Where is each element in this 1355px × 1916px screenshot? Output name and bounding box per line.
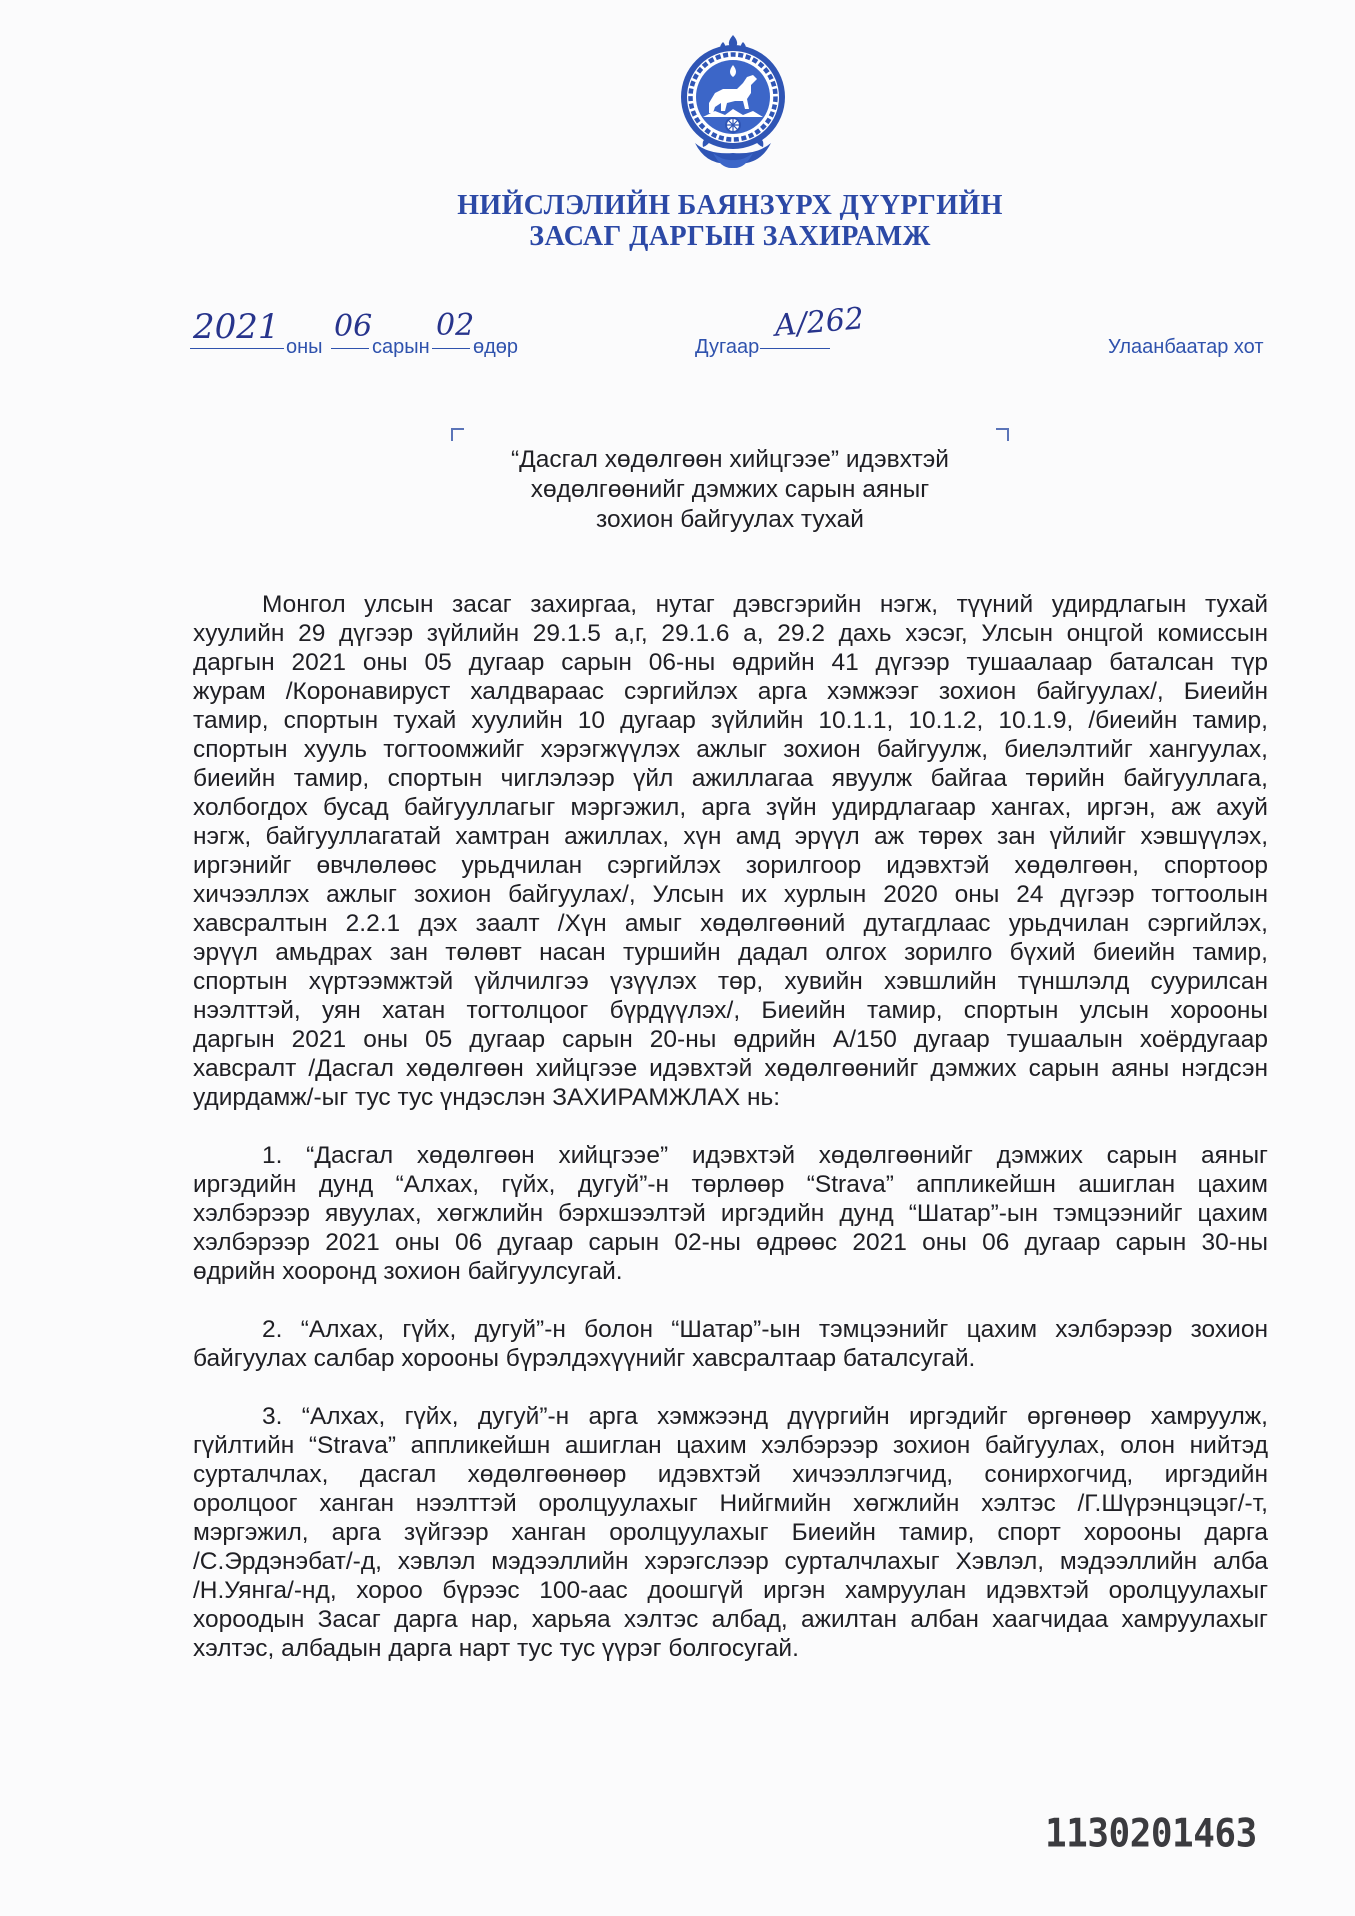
- date-month-label: сарын: [372, 336, 430, 358]
- body-line: байгуулах салбар хорооны бүрэлдэхүүнийг хавсралтаар баталсугай.: [193, 1345, 976, 1372]
- body-line: даргын 2021 оны 05 дугаар сарын 20-ны өдрийн А/150 дугаар тушаалын хоёрдугаар: [193, 1026, 1268, 1053]
- body-line: оролцоог ханган нээлттэй оролцуулахыг Нийгмийн хөгжлийн хэлтэс /Г.Шүрэнцэцэг/-т,: [193, 1490, 1268, 1517]
- body-line: мэргэжил, арга зүйгээр ханган оролцуулахыг Биеийн тамир, спорт хорооны дарга: [193, 1519, 1268, 1546]
- body-line: өдрийн хооронд зохион байгуулсугай.: [193, 1258, 623, 1285]
- body-line: даргын 2021 оны 05 дугаар сарын 06-ны өдрийн 41 дүгээр тушаалаар баталсан түр: [193, 649, 1268, 676]
- number-label: Дугаар: [695, 336, 760, 358]
- body-line: тамир, спортын тухай хуулийн 10 дугаар зүйлийн 10.1.1, 10.1.2, 10.1.9, /биеийн тамир,: [193, 707, 1268, 734]
- body-line: 3. “Алхах, гүйх, дугуй”-н арга хэмжээнд дүүргийн иргэдийг өргөнөөр хамруулж,: [262, 1403, 1268, 1430]
- body-line: сурталчлах, дасгал хөдөлгөөнөөр идэвхтэй хичээллэгчид, сонирхогчид, иргэдийн: [193, 1461, 1268, 1488]
- place-label: Улаанбаатар хот: [1108, 336, 1264, 358]
- body-paragraph: [193, 590, 1268, 1112]
- body-line: Монгол улсын засаг захиргаа, нутаг дэвсгэрийн нэгж, түүний удирдлагын тухай: [262, 591, 1268, 618]
- body-paragraph: [193, 1402, 1268, 1663]
- title-bracket-right: [996, 428, 1009, 441]
- body-line: гүйлтийн “Strava” аппликейшн ашиглан цахим хэлбэрээр зохион байгуулах, олон нийтэд: [193, 1432, 1268, 1459]
- header-document-type: ЗАСАГ ДАРГЫН ЗАХИРАМЖ: [529, 221, 931, 252]
- date-day-underline: [432, 348, 470, 349]
- body-line: хэлтэс, албадын дарга нарт тус тус үүрэг болгосугай.: [193, 1635, 799, 1662]
- state-emblem-icon: [673, 35, 793, 170]
- body-line: /Н.Уянга/-нд, хороо бүрээс 100-аас доошгүй иргэн хамруулан идэвхтэй оролцуулахыг: [193, 1577, 1268, 1604]
- body-line: журам /Коронавируст халдвараас сэргийлэх арга хэмжээг зохион байгуулах/, Биеийн: [193, 678, 1268, 705]
- number-underline: [760, 348, 830, 349]
- registration-stamp-number: 1130201463: [1045, 1811, 1257, 1857]
- body-line: хичээллэх ажлыг зохион байгуулах/, Улсын их хурлын 2020 оны 24 дүгээр тогтоолын: [193, 881, 1268, 908]
- decree-body: [193, 590, 1268, 1692]
- body-paragraph: [193, 1141, 1268, 1286]
- body-line: 2. “Алхах, гүйх, дугуй”-н болон “Шатар”-ын тэмцээнийг цахим хэлбэрээр зохион: [262, 1316, 1268, 1343]
- decree-title: [452, 445, 1008, 535]
- body-line: иргэнийг өвчлөлөөс урьдчилан сэргийлэх зорилгоор идэвхтэй хөдөлгөөн, спортоор: [193, 852, 1268, 879]
- date-year-label: оны: [286, 336, 323, 358]
- body-line: холбогдох бусад байгууллагыг мэргэжил, арга зүйн удирдлагаар хангах, иргэн, аж ахуй: [193, 794, 1268, 821]
- date-day-label: өдөр: [473, 336, 519, 358]
- date-month-handwritten: 06: [334, 309, 373, 344]
- body-line: /С.Эрдэнэбат/-д, хэвлэл мэдээллийн хэрэгслээр сурталчлахыг Хэвлэл, мэдээллийн алба: [193, 1548, 1268, 1575]
- body-line: биеийн тамир, спортын чиглэлээр үйл ажиллагаа явуулж байгаа төрийн байгууллага,: [193, 765, 1268, 792]
- date-day-handwritten: 02: [436, 308, 475, 343]
- body-line: иргэдийн дунд “Алхах, гүйх, дугуй”-н төрлөөр “Strava” аппликейшн ашиглан цахим: [193, 1171, 1268, 1198]
- body-line: хороодын Засаг дарга нар, харьяа хэлтэс албад, ажилтан албан хаагчидаа хамруулахыг: [193, 1606, 1268, 1633]
- date-year-handwritten: 2021: [193, 307, 280, 347]
- document-header: [330, 190, 1130, 252]
- body-line: хэлбэрээр 2021 оны 06 дугаар сарын 02-ны өдрөөс 2021 оны 06 дугаар сарын 30-ны: [193, 1229, 1268, 1256]
- header-organization: НИЙСЛЭЛИЙН БАЯНЗҮРХ ДҮҮРГИЙН: [457, 190, 1003, 221]
- title-line: хөдөлгөөнийг дэмжих сарын аяныг: [530, 476, 930, 503]
- body-line: хуулийн 29 дүгээр зүйлийн 29.1.5 а,г, 29.1.6 а, 29.2 дахь хэсэг, Улсын онцгой комиссын: [193, 620, 1268, 647]
- body-line: хавсралтын 2.2.1 дэх заалт /Хүн амыг хөдөлгөөний дутагдлаас урьдчилан сэргийлэх,: [193, 910, 1268, 937]
- number-handwritten: А/262: [772, 301, 866, 344]
- body-line: спортын хүртээмжтэй үйлчилгээ үзүүлэх төр, хувийн хэвшлийн түншлэлд суурилсан: [193, 968, 1268, 995]
- body-line: хэлбэрээр явуулах, хөгжлийн бэрхшээлтэй иргэдийн дунд “Шатар”-ын тэмцээнийг цахим: [193, 1200, 1268, 1227]
- body-line: эрүүл амьдрах зан төлөвт насан туршийн дадал олгох зорилго бүхий биеийн тамир,: [193, 939, 1268, 966]
- title-line: “Дасгал хөдөлгөөн хийцгээе” идэвхтэй: [511, 446, 949, 473]
- title-line: зохион байгуулах тухай: [596, 506, 864, 533]
- body-line: хавсралт /Дасгал хөдөлгөөн хийцгээе идэвхтэй хөдөлгөөнийг дэмжих сарын аяны нэгдсэн: [193, 1055, 1268, 1082]
- body-paragraph: [193, 1315, 1268, 1373]
- date-year-underline: [190, 348, 284, 349]
- body-line: удирдамж/-ыг тус тус үндэслэн ЗАХИРАМЖЛАХ нь:: [193, 1084, 781, 1111]
- body-line: спортын хууль тогтоомжийг хэрэгжүүлэх ажлыг зохион байгуулж, биелэлтийг хангуулах,: [193, 736, 1268, 763]
- body-line: 1. “Дасгал хөдөлгөөн хийцгээе” идэвхтэй хөдөлгөөнийг дэмжих сарын аяныг: [262, 1142, 1268, 1169]
- body-line: нэгж, байгууллагатай хамтран ажиллах, хүн амд эрүүл аж төрөх зан үйлийг хэвшүүлэх,: [193, 823, 1268, 850]
- body-line: нээлттэй, уян хатан тогтолцоог бүрдүүлэх/, Биеийн тамир, спортын улсын хорооны: [193, 997, 1268, 1024]
- title-bracket-left: [451, 428, 464, 441]
- date-month-underline: [331, 348, 369, 349]
